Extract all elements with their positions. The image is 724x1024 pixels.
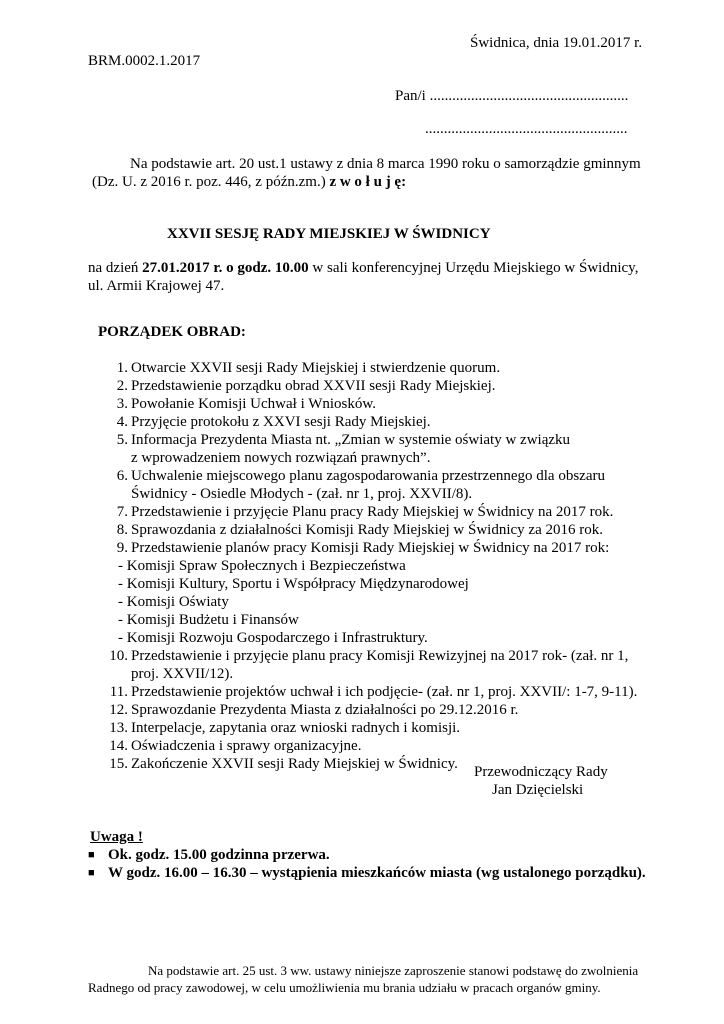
agenda-item-number: 15. xyxy=(109,756,128,772)
agenda-heading: PORZĄDEK OBRAD: xyxy=(98,324,246,340)
agenda-item xyxy=(106,575,706,593)
date-place-line-1 xyxy=(88,259,638,277)
agenda-item-text: Otwarcie XXVII sesji Rady Miejskiej i stwierdzenie quorum. xyxy=(131,360,501,376)
agenda-subitem-text: - Komisji Kultury, Sportu i Współpracy Międzynarodowej xyxy=(118,576,469,592)
square-bullet-icon: ■ xyxy=(88,849,95,861)
agenda-item xyxy=(106,701,706,719)
agenda-item-number: 6. xyxy=(116,468,128,484)
intro-line-2 xyxy=(92,173,406,191)
agenda-item-number: 10. xyxy=(109,648,128,664)
agenda-subitem-text: - Komisji Oświaty xyxy=(118,594,229,610)
agenda-item xyxy=(106,359,706,377)
agenda-item-number: 8. xyxy=(116,522,128,538)
agenda-item-text: proj. XXVII/12). xyxy=(131,666,234,682)
addressee-line-1: Pan/i ..................................................... xyxy=(395,88,629,104)
agenda-item-text: Zakończenie XXVII sesji Rady Miejskiej w Świdnicy. xyxy=(131,756,458,772)
agenda-item-text: Sprawozdania z działalności Komisji Rady Miejskiej w Świdnicy za 2016 rok. xyxy=(131,522,603,538)
agenda-item-number: 7. xyxy=(116,504,128,520)
agenda-item-text: Przedstawienie projektów uchwał i ich podjęcie- (zał. nr 1, proj. XXVII/: 1-7, 9-11). xyxy=(131,684,638,700)
agenda-item xyxy=(106,737,706,755)
footer-line-2: Radnego od pracy zawodowej, w celu umożliwienia mu brania udziału w pracach organów gminy. xyxy=(88,980,601,995)
agenda-item xyxy=(106,395,706,413)
notice-item-text: W godz. 16.00 – 16.30 – wystąpienia mieszkańców miasta (wg ustalonego porządku). xyxy=(108,865,646,881)
agenda-subitem-text: - Komisji Rozwoju Gospodarczego i Infrastruktury. xyxy=(118,630,428,646)
signature-name: Jan Dzięcielski xyxy=(492,782,584,798)
agenda-item xyxy=(106,647,706,665)
agenda-item xyxy=(106,431,706,449)
agenda-item-number: 12. xyxy=(109,702,128,718)
footer-line-1: Na podstawie art. 25 ust. 3 ww. ustawy niniejsze zaproszenie stanowi podstawę do zwolnienia xyxy=(148,963,639,978)
agenda-item xyxy=(106,719,706,737)
agenda-item xyxy=(106,413,706,431)
agenda-item xyxy=(106,755,706,773)
agenda-item-number: 1. xyxy=(116,360,128,376)
intro-legal-basis: (Dz. U. z 2016 r. poz. 446, z późn.zm.) xyxy=(92,174,326,190)
agenda-item-text: Informacja Prezydenta Miasta nt. „Zmian w systemie oświaty w związku xyxy=(131,432,571,448)
agenda-item-text: Świdnicy - Osiedle Młodych - (zał. nr 1, proj. XXVII/8). xyxy=(131,486,473,502)
session-place: w sali konferencyjnej Urzędu Miejskiego w Świdnicy, xyxy=(312,260,639,276)
agenda-item xyxy=(106,683,706,701)
notice-item xyxy=(0,846,724,864)
agenda-item xyxy=(106,593,706,611)
agenda-item-text: Przedstawienie i przyjęcie planu pracy Komisji Rewizyjnej na 2017 rok- (zał. nr 1, xyxy=(131,648,629,664)
reference-number: BRM.0002.1.2017 xyxy=(88,53,201,69)
agenda-item xyxy=(106,557,706,575)
agenda-item-text: Przedstawienie porządku obrad XXVII sesji Rady Miejskiej. xyxy=(131,378,496,394)
date-place-line-2: ul. Armii Krajowej 47. xyxy=(88,278,225,294)
addressee-line-2: ...................................................... xyxy=(425,121,628,137)
agenda-item-number: 14. xyxy=(109,738,128,754)
agenda-item-number: 9. xyxy=(116,540,128,556)
agenda-item xyxy=(106,539,706,557)
intro-line-1: Na podstawie art. 20 ust.1 ustawy z dnia 8 marca 1990 roku o samorządzie gminnym xyxy=(130,156,641,172)
agenda-item-number: 2. xyxy=(116,378,128,394)
agenda-item xyxy=(106,467,706,485)
agenda-item xyxy=(106,449,706,467)
agenda-item-text: Powołanie Komisji Uchwał i Wniosków. xyxy=(131,396,376,412)
agenda-list xyxy=(106,359,706,773)
signature-role: Przewodniczący Rady xyxy=(474,764,608,780)
agenda-subitem-text: - Komisji Spraw Społecznych i Bezpieczeństwa xyxy=(118,558,406,574)
agenda-item-text: Przyjęcie protokołu z XXVI sesji Rady Miejskiej. xyxy=(131,414,431,430)
convene-text: z w o ł u j ę: xyxy=(329,174,407,190)
agenda-item-text: Sprawozdanie Prezydenta Miasta z działalności po 29.12.2016 r. xyxy=(131,702,519,718)
date-prefix: na dzień xyxy=(88,260,139,276)
agenda-item-text: Przedstawienie i przyjęcie Planu pracy Rady Miejskiej w Świdnicy na 2017 rok. xyxy=(131,504,614,520)
agenda-item-text: Interpelacje, zapytania oraz wnioski radnych i komisji. xyxy=(131,720,461,736)
agenda-item-text: Oświadczenia i sprawy organizacyjne. xyxy=(131,738,362,754)
notice-heading: Uwaga ! xyxy=(90,829,143,845)
agenda-item-number: 11. xyxy=(109,684,128,700)
agenda-item-text: z wprowadzeniem nowych rozwiązań prawnych”. xyxy=(131,450,431,466)
agenda-item-number: 13. xyxy=(109,720,128,736)
agenda-subitem-text: - Komisji Budżetu i Finansów xyxy=(118,612,299,628)
agenda-item-number: 5. xyxy=(116,432,128,448)
agenda-item xyxy=(106,503,706,521)
agenda-item xyxy=(106,377,706,395)
agenda-item-text: Przedstawienie planów pracy Komisji Rady Miejskiej w Świdnicy na 2017 rok: xyxy=(131,540,610,556)
agenda-item xyxy=(106,485,706,503)
agenda-item xyxy=(106,629,706,647)
agenda-item xyxy=(106,521,706,539)
place-date: Świdnica, dnia 19.01.2017 r. xyxy=(470,35,643,51)
session-datetime: 27.01.2017 r. o godz. 10.00 xyxy=(142,260,309,276)
agenda-item xyxy=(106,611,706,629)
agenda-item xyxy=(106,665,706,683)
notice-item xyxy=(0,864,724,882)
agenda-item-number: 4. xyxy=(116,414,128,430)
session-title: XXVII SESJĘ RADY MIEJSKIEJ W ŚWIDNICY xyxy=(167,226,491,242)
notice-item-text: Ok. godz. 15.00 godzinna przerwa. xyxy=(108,847,330,863)
agenda-item-text: Uchwalenie miejscowego planu zagospodarowania przestrzennego dla obszaru xyxy=(131,468,605,484)
square-bullet-icon: ■ xyxy=(88,867,95,879)
agenda-item-number: 3. xyxy=(116,396,128,412)
